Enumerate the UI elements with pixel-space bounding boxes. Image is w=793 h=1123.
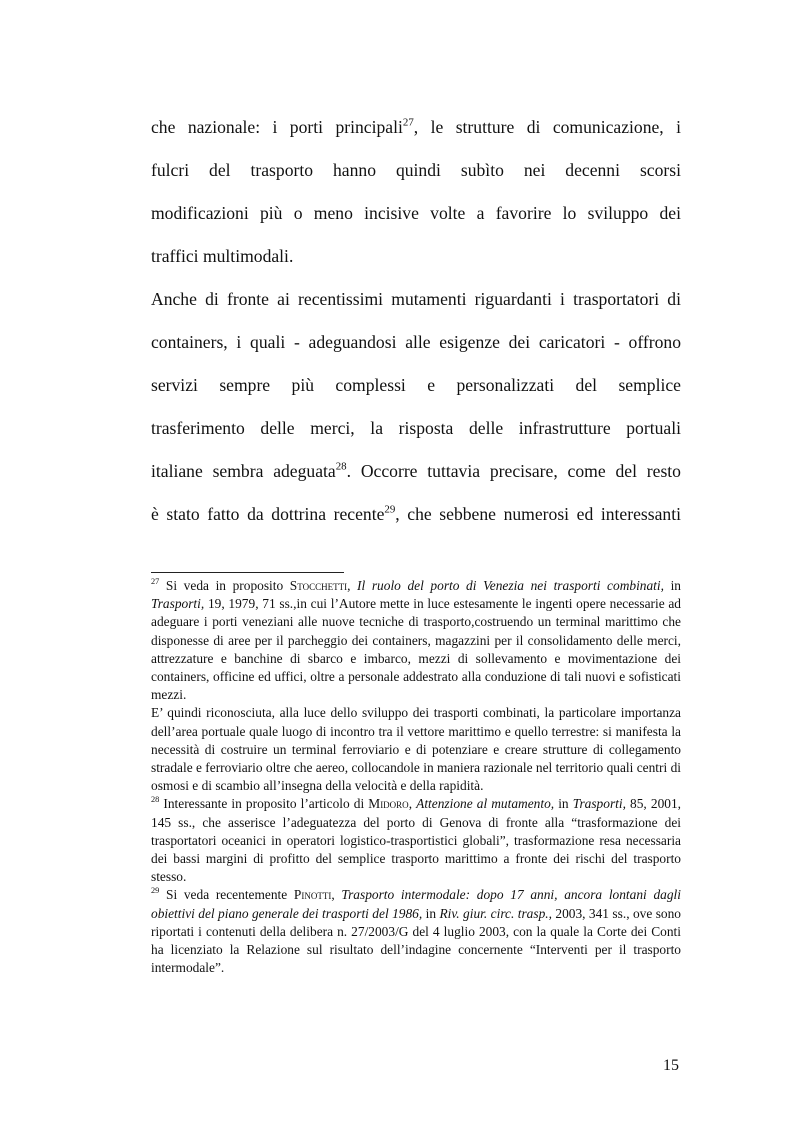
footnote-ref-29[interactable]: 29 [384, 503, 396, 516]
body-line: trasferimento delle merci, la risposta delle infrastrutture portuali [151, 418, 681, 438]
footnote-number: 29 [151, 886, 160, 896]
body-line: modificazioni più o meno incisive volte a favorire lo sviluppo dei [151, 203, 681, 223]
work-title: Trasporto intermodale: dopo 17 anni, ancora lontani dagli obiettivi del piano generale dei trasporti del 1986, [151, 887, 681, 921]
footnote-ref-27[interactable]: 27 [402, 116, 414, 129]
body-line: servizi sempre più complessi e personalizzati del semplice [151, 375, 681, 395]
work-title: Attenzione al mutamento, [416, 796, 555, 812]
journal-name: Trasporti, [151, 596, 205, 612]
body-line: traffici multimodali. [151, 246, 294, 266]
body-line: fulcri del trasporto hanno quindi subìto nei decenni scorsi [151, 160, 681, 180]
footnote-ref-28[interactable]: 28 [335, 460, 347, 473]
footnote-27-continuation: E’ quindi riconosciuta, alla luce dello sviluppo dei trasporti combinati, la particolare importanza dell’area portuale quale luogo di incontro tra il vettore marittimo e quello terrestre: si manifesta la necessità di costruire un terminal ferroviario e di potenziare e creare strutture di collegamento stradale e ferroviario oltre che aereo, collocandole in maniera razionale nel territorio quali centri di osmosi e di scambio all’insegna della velocità e della rapidità. [151, 705, 681, 794]
body-line: Anche di fronte ai recentissimi mutamenti riguardanti i trasportatori di [151, 289, 681, 309]
author-name: Midoro [368, 796, 409, 812]
footnote-28: $^{28}$ Interessante in proposito l’articolo di Midoro, Attenzione al mutamento, in Trasporti, 85, 2001, 145 ss., che asserisce l’adeguatezza del porto di Genova di fronte alla “trasformazione dei trasportatori oceanici in operatori logistico-trasportistici globali”, trasformazione resa necessaria dei bassi margini di profitto del semplice trasporto marittimo a fronte dei rischi del trasporto stesso. [151, 795, 682, 885]
page-number: 15 [663, 1057, 679, 1074]
body-line: è stato fatto da dottrina recente$^{29}$, che sebbene numerosi ed interessanti [151, 503, 681, 524]
footnote-29: $^{29}$ Si veda recentemente Pinotti, Trasporto intermodale: dopo 17 anni, ancora lontani dagli obiettivi del piano generale dei trasporti del 1986, in Riv. giur. circ. trasp., 2003, 341 ss., ove sono riportati i contenuti della delibera n. 27/2003/G del 4 luglio 2003, con la quale la Corte dei Conti ha licenziato la Relazione sul risultato dell’indagine concernente “Interventi per il trasporto intermodale”. [151, 886, 681, 976]
journal-name: Trasporti, [572, 796, 626, 812]
journal-name: Riv. giur. circ. trasp., [439, 905, 552, 921]
footnote-separator [151, 572, 344, 573]
work-title: Il ruolo del porto di Venezia nei trasporti combinati, [357, 578, 664, 593]
main-text [151, 106, 681, 536]
body-line: containers, i quali - adeguandosi alle esigenze dei caricatori - offrono [151, 332, 681, 352]
author-name: Pinotti [293, 887, 332, 903]
footnote-number: 27 [151, 577, 160, 587]
body-line: italiane sembra adeguata$^{28}$. Occorre tuttavia precisare, come del resto [151, 460, 681, 481]
footnotes [151, 577, 681, 977]
footnote-number: 28 [151, 795, 160, 805]
body-line: che nazionale: i porti principali$^{27}$, le strutture di comunicazione, i [151, 116, 681, 137]
author-name: Stocchetti [289, 578, 348, 593]
footnote-27: $^{27}$ Si veda in proposito Stocchetti, Il ruolo del porto di Venezia nei trasporti combinati, in Trasporti, 19, 1979, 71 ss.,in cui l’Autore mette in luce estesamente le ingenti opere necessarie ad adeguare i porti veneziani alle nuove tecniche di trasporto,costruendo un terminal marittimo che disponesse di aree per il parcheggio dei containers, magazzini per il consolidamento delle merci, attrezzature e banchine di sbarco e imbarco, mezzi di sollevamento e movimentazione dei containers, officine ed uffici, oltre a personale addestrato alla conduzione di tali nuovi e sofisticati mezzi. [151, 577, 681, 703]
